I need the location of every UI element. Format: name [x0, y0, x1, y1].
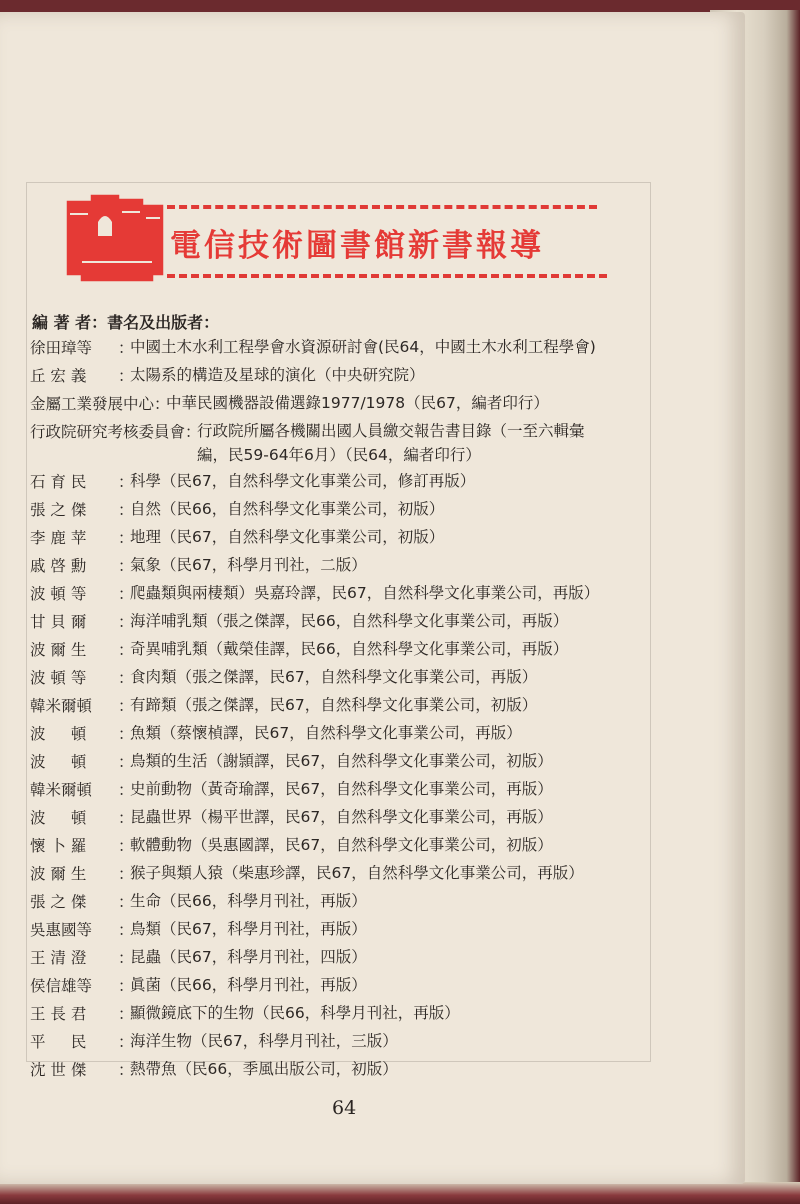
entry-author: 李 鹿 苹 [30, 529, 87, 547]
entry-work: 地理（民67，自然科學文化事業公司，初版） [130, 528, 445, 546]
entry-work: 鳥類（民67，科學月刊社，再版） [130, 920, 367, 938]
entry-work: 中華民國機器設備選錄1977/1978（民67，編者印行） [166, 394, 549, 412]
list-item: 張 之 傑 ： 自然（民66，自然科學文化事業公司，初版） [30, 497, 670, 525]
entry-author: 波 頓 [30, 809, 87, 827]
entry-work: 食肉類（張之傑譯，民67，自然科學文化事業公司，再版） [130, 668, 538, 686]
book-list [30, 335, 670, 1085]
books-icon [62, 192, 167, 287]
entry-author: 張 之 傑 [30, 501, 87, 519]
list-item: 侯信雄等 ： 眞菌（民66，科學月刊社，再版） [30, 973, 670, 1001]
entry-author: 波 頓 等 [30, 669, 87, 687]
list-item: 波 爾 生 ： 猴子與類人猿（柴惠珍譯，民67，自然科學文化事業公司，再版） [30, 861, 670, 889]
entry-author: 沈 世 傑 [30, 1061, 87, 1079]
list-item: 波 頓 ： 鳥類的生活（謝頴譯，民67，自然科學文化事業公司，初版） [30, 749, 670, 777]
list-item: 韓米爾頓 ： 有蹄類（張之傑譯，民67，自然科學文化事業公司，初版） [30, 693, 670, 721]
entry-work: 鳥類的生活（謝頴譯，民67，自然科學文化事業公司，初版） [130, 752, 553, 770]
entry-author: 平 民 [30, 1033, 87, 1051]
entry-work: 太陽系的構造及星球的演化（中央研究院） [130, 366, 425, 384]
list-item: 李 鹿 苹 ： 地理（民67，自然科學文化事業公司，初版） [30, 525, 670, 553]
entry-author: 韓米爾頓 [30, 697, 93, 715]
entry-work: 海洋生物（民67，科學月刊社，三版） [130, 1032, 398, 1050]
list-item: 波 頓 等 ： 爬蟲類與兩棲類）吳嘉玲譯，民67，自然科學文化事業公司，再版） [30, 581, 670, 609]
entry-work: 生命（民66，科學月刊社，再版） [130, 892, 367, 910]
entry-author: 行政院研究考核委員會 [30, 423, 186, 441]
list-item: 韓米爾頓 ： 史前動物（黃奇瑜譯，民67，自然科學文化事業公司，再版） [30, 777, 670, 805]
entry-work: 自然（民66，自然科學文化事業公司，初版） [130, 500, 445, 518]
entry-work: 行政院所屬各機關出國人員繳交報告書目錄（一至六輯彙編，民59-64年6月）（民64，編者印行） [197, 422, 585, 464]
entry-work: 海洋哺乳類（張之傑譯，民66，自然科學文化事業公司，再版） [130, 612, 569, 630]
list-item: 徐田璋等 ： 中國土木水利工程學會水資源研討會(民64，中國土木水利工程學會) [30, 335, 670, 363]
entry-work: 奇異哺乳類（戴榮佳譯，民66，自然科學文化事業公司，再版） [130, 640, 569, 658]
entry-work: 氣象（民67，科學月刊社，二版） [130, 556, 367, 574]
header-rule-top [167, 205, 597, 209]
entry-work: 軟體動物（吳惠國譯，民67，自然科學文化事業公司，初版） [130, 836, 553, 854]
section-header [62, 192, 607, 287]
entry-author: 波 爾 生 [30, 865, 87, 883]
list-item: 行政院研究考核委員會 ： 行政院所屬各機關出國人員繳交報告書目錄（一至六輯彙編，民59-64年6月）（民64，編者印行） [30, 419, 670, 469]
entry-author: 石 育 民 [30, 473, 87, 491]
column-heading: 編 著 者：書名及出版者： [32, 313, 220, 332]
header-rule-bottom [167, 274, 607, 278]
book-cover-edge [0, 1182, 800, 1204]
list-item: 金屬工業發展中心 ： 中華民國機器設備選錄1977/1978（民67，編者印行） [30, 391, 670, 419]
list-item: 石 育 民 ： 科學（民67，自然科學文化事業公司，修訂再版） [30, 469, 670, 497]
entry-author: 韓米爾頓 [30, 781, 93, 799]
list-item: 懷 卜 羅 ： 軟體動物（吳惠國譯，民67，自然科學文化事業公司，初版） [30, 833, 670, 861]
entry-author: 波 爾 生 [30, 641, 87, 659]
list-item: 吳惠國等 ： 鳥類（民67，科學月刊社，再版） [30, 917, 670, 945]
entry-author: 懷 卜 羅 [30, 837, 87, 855]
list-item: 王 長 君 ： 顯微鏡底下的生物（民66，科學月刊社，再版） [30, 1001, 670, 1029]
entry-author: 戚 啓 勳 [30, 557, 87, 575]
section-title: 電信技術圖書館新書報導 [170, 228, 544, 264]
entry-author: 張 之 傑 [30, 893, 87, 911]
entry-work: 昆蟲世界（楊平世譯，民67，自然科學文化事業公司，再版） [130, 808, 553, 826]
entry-author: 王 清 澄 [30, 949, 87, 967]
entry-work: 史前動物（黃奇瑜譯，民67，自然科學文化事業公司，再版） [130, 780, 553, 798]
entry-work: 昆蟲（民67，科學月刊社，四版） [130, 948, 367, 966]
entry-author: 吳惠國等 [30, 921, 93, 939]
list-item: 平 民 ： 海洋生物（民67，科學月刊社，三版） [30, 1029, 670, 1057]
list-item: 王 清 澄 ： 昆蟲（民67，科學月刊社，四版） [30, 945, 670, 973]
entry-work: 猴子與類人猿（柴惠珍譯，民67，自然科學文化事業公司，再版） [130, 864, 584, 882]
entry-author: 徐田璋等 [30, 339, 93, 357]
list-item: 張 之 傑 ： 生命（民66，科學月刊社，再版） [30, 889, 670, 917]
list-item: 戚 啓 勳 ： 氣象（民67，科學月刊社，二版） [30, 553, 670, 581]
list-item: 波 頓 ： 昆蟲世界（楊平世譯，民67，自然科學文化事業公司，再版） [30, 805, 670, 833]
entry-work: 魚類（蔡懷楨譯，民67，自然科學文化事業公司，再版） [130, 724, 522, 742]
entry-author: 王 長 君 [30, 1005, 87, 1023]
entry-author: 金屬工業發展中心 [30, 395, 155, 413]
entry-author: 甘 貝 爾 [30, 613, 87, 631]
list-item: 波 頓 等 ： 食肉類（張之傑譯，民67，自然科學文化事業公司，再版） [30, 665, 670, 693]
page-number: 64 [332, 1097, 357, 1119]
entry-author: 波 頓 等 [30, 585, 87, 603]
entry-work: 中國土木水利工程學會水資源研討會(民64，中國土木水利工程學會) [130, 338, 596, 356]
list-item: 波 爾 生 ： 奇異哺乳類（戴榮佳譯，民66，自然科學文化事業公司，再版） [30, 637, 670, 665]
list-item: 甘 貝 爾 ： 海洋哺乳類（張之傑譯，民66，自然科學文化事業公司，再版） [30, 609, 670, 637]
entry-work: 眞菌（民66，科學月刊社，再版） [130, 976, 367, 994]
list-item: 波 頓 ： 魚類（蔡懷楨譯，民67，自然科學文化事業公司，再版） [30, 721, 670, 749]
entry-work: 科學（民67，自然科學文化事業公司，修訂再版） [130, 472, 476, 490]
list-item: 沈 世 傑 ： 熱帶魚（民66，季風出版公司，初版） [30, 1057, 670, 1085]
list-item: 丘 宏 義 ： 太陽系的構造及星球的演化（中央研究院） [30, 363, 670, 391]
entry-work: 爬蟲類與兩棲類）吳嘉玲譯，民67，自然科學文化事業公司，再版） [130, 584, 600, 602]
entry-author: 丘 宏 義 [30, 367, 87, 385]
entry-author: 侯信雄等 [30, 977, 93, 995]
entry-author: 波 頓 [30, 753, 87, 771]
entry-work: 熱帶魚（民66，季風出版公司，初版） [130, 1060, 398, 1078]
book-page [0, 12, 745, 1184]
entry-work: 顯微鏡底下的生物（民66，科學月刊社，再版） [130, 1004, 460, 1022]
entry-work: 有蹄類（張之傑譯，民67，自然科學文化事業公司，初版） [130, 696, 538, 714]
entry-author: 波 頓 [30, 725, 87, 743]
